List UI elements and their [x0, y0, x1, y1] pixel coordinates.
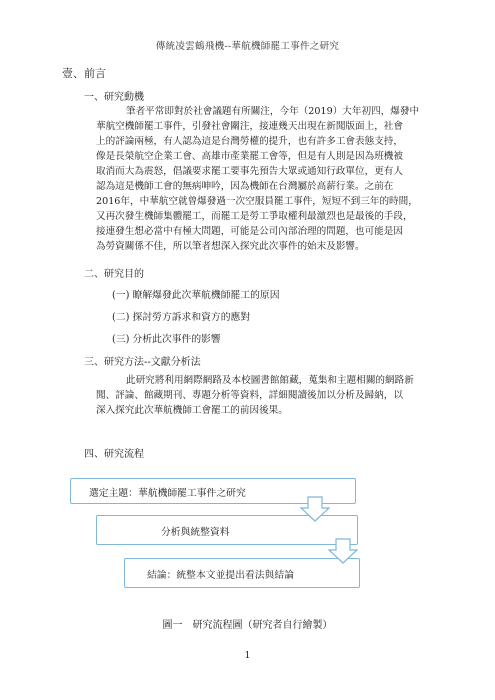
- page-number: 1: [244, 651, 251, 661]
- paragraph-line: 筆者平常即對於社會議題有所關注，今年（2019）大年初四，爆發中: [126, 106, 420, 117]
- flow-step-3-label: 結論：統整本文並提出看法與結論: [147, 570, 294, 581]
- paragraph-line: 像是長榮航空企業工會、高雄市產業罷工會等，但是有人則是因為班機被: [96, 151, 403, 162]
- purpose-item-3: (三) 分析此次事件的影響: [112, 334, 221, 345]
- section-title: 壹、前言: [62, 67, 106, 80]
- method-heading: 三、研究方法--文獻分析法: [84, 357, 201, 368]
- paragraph-line: 取消而大為震怒，倡議要求罷工要事先預告大眾或通知行政單位，更有人: [96, 166, 403, 177]
- process-heading: 四、研究流程: [84, 449, 144, 460]
- paragraph-line: 上的評論兩極，有人認為這是台灣勞權的提升，也有許多工會表態支持，: [96, 136, 403, 147]
- flow-arrow-down-icon: [300, 496, 330, 522]
- paragraph-line: 聞、評論、館藏期刊、專題分析等資料，詳細閱讀後加以分析及歸納，以: [96, 390, 403, 401]
- flow-arrow-down-icon: [328, 538, 358, 564]
- paragraph-line: 深入探究此次華航機師工會罷工的前因後果。: [96, 405, 288, 416]
- motivation-paragraph: [96, 104, 426, 254]
- paragraph-line: 2016年，中華航空就曾爆發過一次空服員罷工事件，短短不到三年的時間，: [96, 196, 418, 207]
- flow-step-2-label: 分析與統整資料: [161, 527, 230, 538]
- paragraph-line: 此研究將利用網際網路及本校圖書館館藏，蒐集和主題相關的網路新: [126, 375, 414, 386]
- flow-step-1-label: 選定主題：華航機師罷工事件之研究: [89, 488, 246, 499]
- paragraph-line: 華航空機師罷工事件，引發社會關注，接連幾天出現在新聞版面上，社會: [96, 121, 403, 132]
- document-header: 傳統凌雲鶴飛機--華航機師罷工事件之研究: [155, 41, 340, 52]
- purpose-heading: 二、研究目的: [84, 269, 144, 280]
- paragraph-line: 認為這是機師工會的無病呻吟，因為機師在台灣屬於高薪行業。之前在: [96, 181, 394, 192]
- flow-step-3: [124, 558, 360, 588]
- figure-caption: 圖一 研究流程圖（研究者自行繪製）: [162, 620, 333, 631]
- purpose-item-1: (一) 瞭解爆發此次華航機師罷工的原因: [112, 290, 280, 301]
- motivation-heading: 一、研究動機: [84, 92, 144, 103]
- paragraph-line: 為勞資關係不佳，所以筆者想深入探究此次事件的始末及影響。: [96, 241, 365, 252]
- purpose-item-2: (二) 探討勞方訴求和資方的應對: [112, 312, 251, 323]
- paragraph-line: 接連發生想必當中有極大問題，可能是公司內部治理的問題，也可能是因: [96, 226, 403, 237]
- method-paragraph: [96, 373, 426, 418]
- paragraph-line: 又再次發生機師集體罷工，而罷工是勞工爭取權利最激烈也是最後的手段，: [96, 211, 413, 222]
